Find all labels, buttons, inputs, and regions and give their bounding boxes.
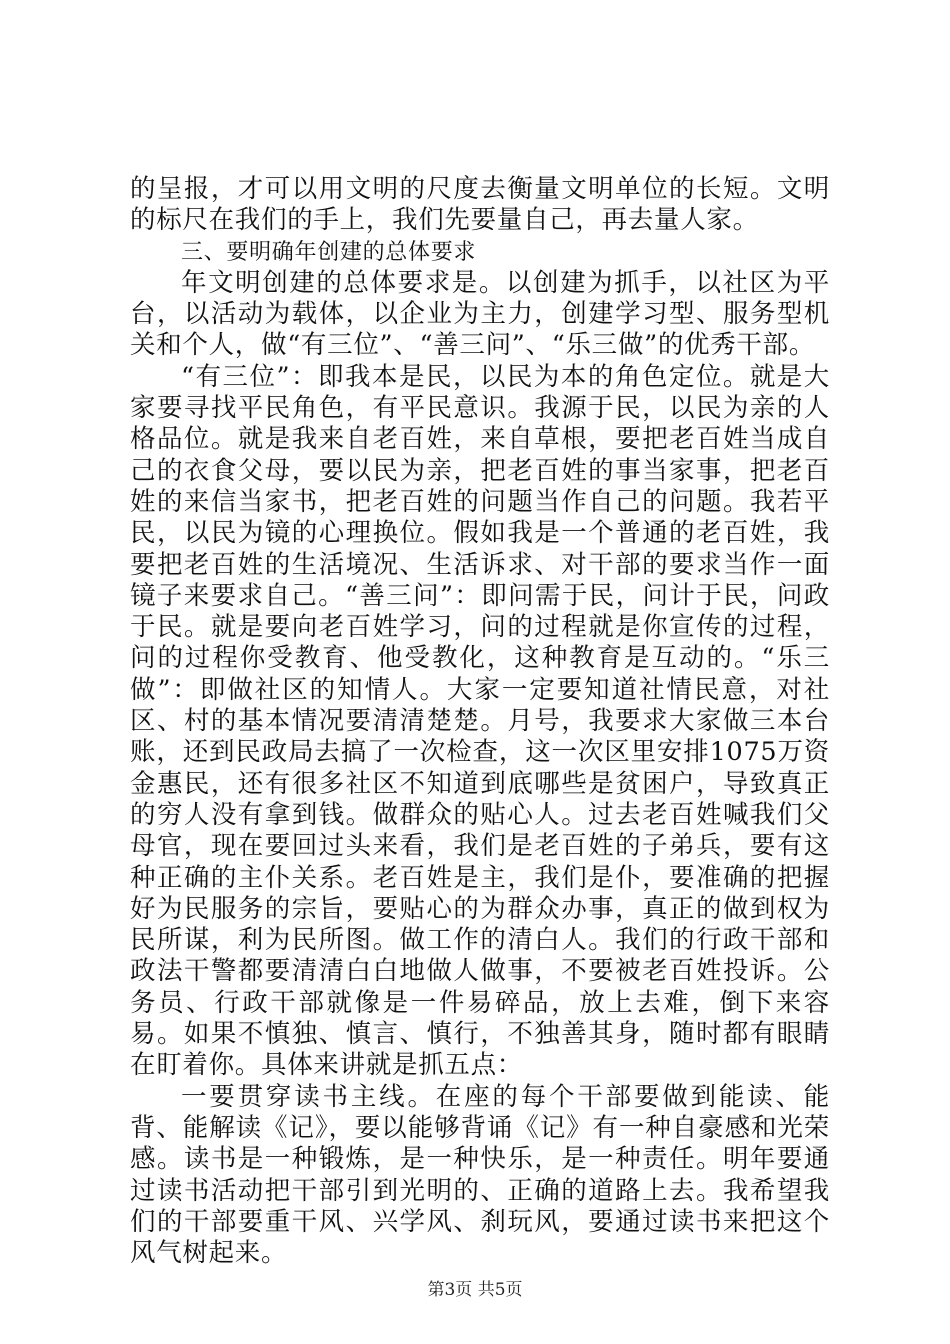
section-heading: 三、要明确年创建的总体要求 — [181, 239, 477, 265]
paragraph-2: 年文明创建的总体要求是。以创建为抓手，以社区为平台，以活动为载体，以企业为主力，创建学习型、服务型机关和个人，做“有三位”、“善三问”、“乐三做”的优秀干部。 — [130, 267, 830, 361]
paragraph-3: “有三位”：即我本是民，以民为本的角色定位。就是大家要寻找平民角色，有平民意识。我源于民，以民为亲的人格品位。就是我来自老百姓，来自草根，要把老百姓当成自己的衣食父母，要以民为亲，把老百姓的事当家事，把老百姓的来信当家书，把老百姓的问题当作自己的问题。我若平民，以民为镜的心理换位。假如我是一个普通的老百姓，我要把老百姓的生活境况、生活诉求、对干部的要求当作一面镜子来要求自己。“善三问”：即问需于民，问计于民，问政于民。就是要向老百姓学习，问的过程就是你宣传的过程，问的过程你受教育、他受教化，这种教育是互动的。“乐三做”：即做社区的知情人。大家一定要知道社情民意，对社区、村的基本情况要清清楚楚。月号，我要求大家做三本台账，还到民政局去搞了一次检查，这一次区里安排1075万资金惠民，还有很多社区不知道到底哪些是贫困户，导致真正的穷人没有拿到钱。做群众的贴心人。过去老百姓喊我们父母官，现在要回过头来看，我们是老百姓的子弟兵，要有这种正确的主仆关系。老百姓是主，我们是仆，要准确的把握好为民服务的宗旨，要贴心的为群众办事，真正的做到权为民所谋，利为民所图。做工作的清白人。我们的行政干部和政法干警都要清清白白地做人做事，不要被老百姓投诉。公务员、行政干部就像是一件易碎品，放上去难，倒下来容易。如果不慎独、慎言、慎行，不独善其身，随时都有眼睛在盯着你。具体来讲就是抓五点： — [130, 361, 830, 1081]
page-number-footer: 第3页 共5页 — [427, 1280, 523, 1300]
document-body — [130, 174, 830, 1269]
paragraph-1: 的呈报，才可以用文明的尺度去衡量文明单位的长短。文明的标尺在我们的手上，我们先要量自己，再去量人家。 — [130, 174, 830, 236]
paragraph-4: 一要贯穿读书主线。在座的每个干部要做到能读、能背、能解读《记》，要以能够背诵《记》有一种自豪感和光荣感。读书是一种锻炼，是一种快乐，是一种责任。明年要通过读书活动把干部引到光明的、正确的道路上去。我希望我们的干部要重干风、兴学风、刹玩风，要通过读书来把这个风气树起来。 — [130, 1081, 830, 1269]
